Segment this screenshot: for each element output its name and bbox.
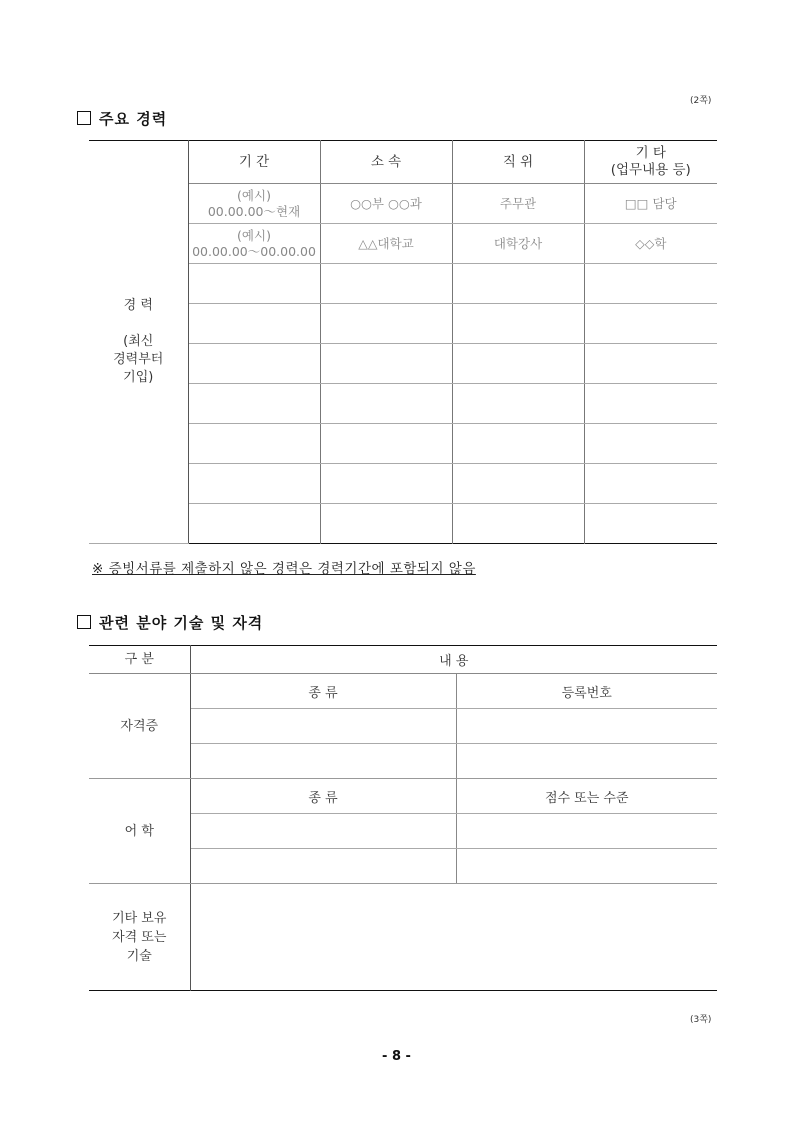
cert-reg-cell[interactable] [456, 744, 717, 779]
cert-type-cell[interactable] [190, 744, 456, 779]
header-content: 내 용 [190, 646, 717, 674]
position-cell[interactable] [452, 504, 584, 544]
row-label-note: 기입) [123, 370, 154, 385]
org-cell[interactable] [320, 344, 452, 384]
period-cell[interactable] [188, 384, 320, 424]
lang-col-type: 종 류 [190, 779, 456, 814]
cert-col-reg-number: 등록번호 [456, 674, 717, 709]
etc-cell[interactable] [584, 304, 717, 344]
example-org: △△대학교 [320, 224, 452, 264]
etc-cell[interactable] [584, 504, 717, 544]
section-heading-career [77, 108, 167, 129]
example-position: 주무관 [452, 184, 584, 224]
category-other [89, 884, 190, 991]
lang-type-cell[interactable] [190, 814, 456, 849]
org-cell[interactable] [320, 304, 452, 344]
position-cell[interactable] [452, 344, 584, 384]
org-cell[interactable] [320, 504, 452, 544]
career-table [89, 140, 717, 544]
lang-col-score: 점수 또는 수준 [456, 779, 717, 814]
period-cell[interactable] [188, 424, 320, 464]
period-cell[interactable] [188, 344, 320, 384]
position-cell[interactable] [452, 424, 584, 464]
checkbox-square-icon [77, 615, 91, 629]
page-number: - 8 - [382, 1049, 411, 1064]
header-etc-note: (업무내용 등) [610, 162, 691, 178]
org-cell[interactable] [320, 464, 452, 504]
cert-type-cell[interactable] [190, 709, 456, 744]
category-language: 어 학 [89, 779, 190, 884]
section-heading-skills [77, 612, 263, 633]
header-period: 기 간 [188, 141, 320, 184]
category-certificate: 자격증 [89, 674, 190, 779]
row-label-text: 경 력 [123, 298, 153, 313]
org-cell[interactable] [320, 424, 452, 464]
etc-cell[interactable] [584, 424, 717, 464]
table-row [89, 779, 717, 814]
etc-cell[interactable] [584, 464, 717, 504]
example-label: (예시) [237, 187, 271, 203]
org-cell[interactable] [320, 384, 452, 424]
example-period [188, 224, 320, 264]
etc-cell[interactable] [584, 264, 717, 304]
period-cell[interactable] [188, 264, 320, 304]
org-cell[interactable] [320, 264, 452, 304]
etc-cell[interactable] [584, 344, 717, 384]
period-cell[interactable] [188, 504, 320, 544]
page-mark-bottom: (3쪽) [690, 1015, 712, 1025]
period-cell[interactable] [188, 464, 320, 504]
row-label-note: (최신 [123, 334, 154, 349]
table-row [89, 646, 717, 674]
position-cell[interactable] [452, 304, 584, 344]
example-etc: ◇◇학 [584, 224, 717, 264]
header-organization: 소 속 [320, 141, 452, 184]
career-note: ※ 증빙서류를 제출하지 않은 경력은 경력기간에 포함되지 않음 [92, 561, 476, 577]
example-position: 대학강사 [452, 224, 584, 264]
lang-score-cell[interactable] [456, 814, 717, 849]
etc-cell[interactable] [584, 384, 717, 424]
lang-score-cell[interactable] [456, 849, 717, 884]
header-etc [584, 141, 717, 184]
example-label: (예시) [237, 227, 271, 243]
lang-type-cell[interactable] [190, 849, 456, 884]
example-org: ○○부 ○○과 [320, 184, 452, 224]
header-category: 구 분 [89, 646, 190, 674]
cert-col-type: 종 류 [190, 674, 456, 709]
other-label-line: 기술 [126, 948, 152, 964]
position-cell[interactable] [452, 384, 584, 424]
other-label-line: 자격 또는 [112, 929, 167, 945]
skills-table [89, 645, 717, 991]
example-period [188, 184, 320, 224]
example-period-value: 00.00.00～현재 [207, 203, 301, 219]
page-mark-top: (2쪽) [690, 96, 712, 106]
position-cell[interactable] [452, 264, 584, 304]
example-period-value: 00.00.00～00.00.00 [192, 243, 316, 259]
checkbox-square-icon [77, 111, 91, 125]
table-row [89, 674, 717, 709]
position-cell[interactable] [452, 464, 584, 504]
table-row [89, 884, 717, 991]
period-cell[interactable] [188, 304, 320, 344]
cert-reg-cell[interactable] [456, 709, 717, 744]
header-etc-label: 기 타 [635, 145, 666, 161]
row-label-note: 경력부터 [113, 352, 164, 367]
section-title: 주요 경력 [99, 110, 168, 128]
other-content-cell[interactable] [190, 884, 717, 991]
other-label-line: 기타 보유 [112, 910, 167, 926]
career-row-label [89, 141, 188, 544]
header-position: 직 위 [452, 141, 584, 184]
example-etc: □□ 담당 [584, 184, 717, 224]
section-title: 관련 분야 기술 및 자격 [99, 614, 264, 632]
